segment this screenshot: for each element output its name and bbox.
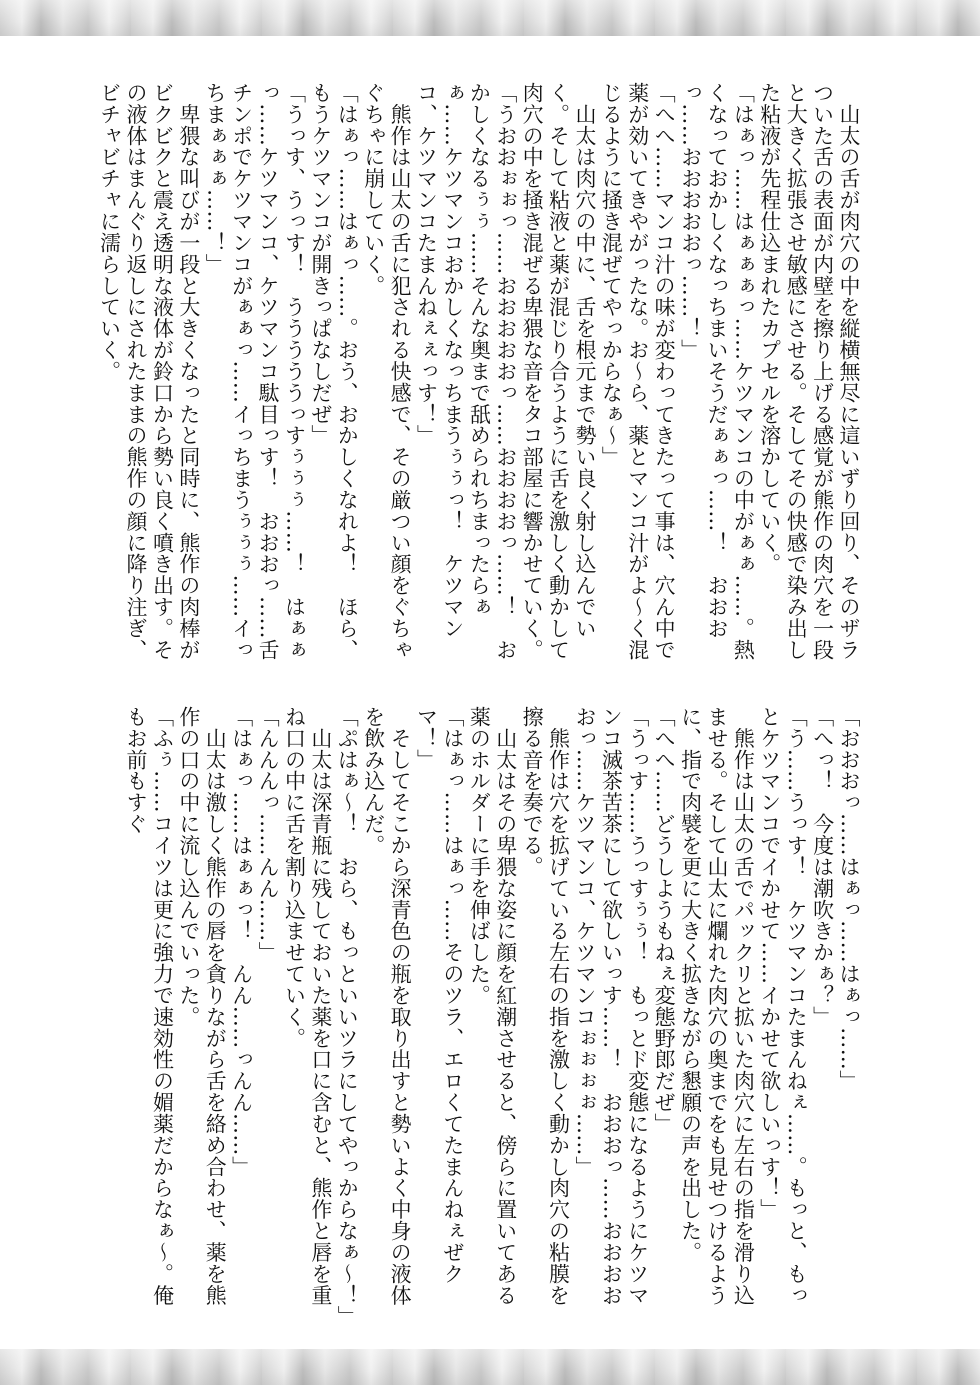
paragraph: 「へへ……マンコ汁の味が変わってきたって事は、穴ん中で薬が効いてきやがったな。お～ら、薬とマンコ汁がよ～く混じるように掻き混ぜてやっからなぁ～」: [599, 82, 677, 661]
paragraph: 「はぁっ……はぁぁぁっ……ケツマンコの中がぁぁ……。熱くなっておかしくなっちまいそうだぁぁっ……！ おおおっ……おおおおおっ……！」: [678, 82, 756, 661]
upper-text-column: [97, 82, 862, 672]
top-decorative-band: [0, 0, 980, 36]
paragraph: 「はぁっ……はぁぁっ！ んん……っんん……」: [229, 706, 254, 1178]
paragraph: 「へへ……どうしようもねぇ変態野郎だぜ」: [652, 706, 677, 1135]
paragraph: そしてそこから深青色の瓶を取り出すと勢いよく中身の液体を飲み込んだ。: [361, 706, 413, 1306]
paragraph: 「うっす、うっす！ うううううっすぅぅぅ……！ はぁぁっ……ケツマンコ、ケツマンコ駄目っす！ おおおっ……舌チンポでケツマンコがぁぁっ……イっちまうぅぅぅ……イっちまぁぁぁ……！」: [203, 82, 307, 661]
paragraph: 「ふぅ……コイツは更に強力で速効性の媚薬だからなぁ～。俺もお前もすぐ: [124, 706, 175, 1306]
paragraph: 熊作は穴を拡げている左右の指を激しく動かし肉穴の粘膜を擦る音を奏でる。: [520, 706, 571, 1306]
paragraph: 「へっ！ 今度は潮吹きかぁ？」: [810, 706, 835, 1028]
bottom-decorative-band: [0, 1349, 980, 1385]
paragraph: 「んんんっ……んん……」: [256, 706, 281, 964]
paragraph: 卑猥な叫びが一段と大きくなったと同時に、熊作の肉棒がビクビクと震え透明な液体が鈴口から勢い良く噴き出す。その液体はまんぐり返しにされたままの熊作の顔に降り注ぎ、ビチャビチャに濡らしていく。: [97, 82, 201, 661]
paragraph: 「おおおっ……はぁっ……はぁっ……」: [837, 706, 861, 1092]
paragraph: 「うっす……うっすぅぅ！ もっとド変態になるようにケツマンコ滅茶苦茶にして欲しいっす……！ おおおっ……おおおおおっ……ケツマンコ、ケツマンコぉぉぉぉ……」: [572, 706, 650, 1306]
paragraph: 山太は深青瓶に残しておいた薬を口に含むと、熊作と唇を重ね口の中に舌を割り込ませていく。: [282, 706, 333, 1306]
paragraph: 熊作は山太の舌でパックリと拡いた肉穴に左右の指を滑り込ませる。そして山太に爛れた肉穴の奥までをも見せつけるように、指で肉襞を更に大きく拡きながら懇願の声を出した。: [678, 706, 756, 1306]
paragraph: 山太は激しく熊作の唇を貪りながら舌を絡め合わせ、薬を熊作の口の中に流し込んでいった。: [176, 706, 228, 1306]
paragraph: 「はぁっ……はぁっ……。おう、おかしくなれよ！ ほら、もうケツマンコが開きっぱなしだぜ」: [308, 82, 360, 661]
paragraph: 「うおおぉぉっ……おおおおおっ……おおおおっ……！ おかしくなるぅぅ……そんな奥まで舐められちまったらぁぁ……ケツマンコおかしくなっちまうぅぅっ！ ケツマンコ、ケツマンコたまんねぇぇっす！」: [414, 82, 518, 661]
paragraph: 山太は肉穴の中に、舌を根元まで勢い良く射し込んでいく。そして粘液と薬が混じり合うように舌を激しく動かして肉穴の中を掻き混ぜる卑猥な音をタコ部屋に響かせていく。: [520, 82, 597, 661]
paragraph: 熊作は山太の舌に犯される快感で、その厳つい顔をぐちゃぐちゃに崩していく。: [361, 82, 413, 661]
paragraph: 山太の舌が肉穴の中を縦横無尽に這いずり回り、そのザラついた舌の表面が内壁を擦り上げる感覚が熊作の肉穴を一段と大きく拡張させ敏感にさせる。そしてその快感で染み出した粘液が先程仕込まれたカプセルを溶かしていく。: [757, 82, 861, 661]
paragraph: 「はぁっ……はぁっ……そのツラ、エロくてたまんねぇぜクマ！」: [414, 706, 465, 1285]
lower-text-column: [102, 706, 862, 1326]
paragraph: 「う……うっす！ ケツマンコたまんねぇ……。もっと、もっとケツマンコでイかせて……イかせて欲しいっす！」: [757, 706, 809, 1306]
paragraph: 山太はその卑猥な姿に顔を紅潮させると、傍らに置いてある薬のホルダーに手を伸ばした。: [467, 706, 518, 1306]
paragraph: 「ぷはぁ～！ おら、もっといいツラにしてやっからなぁ～！」: [335, 706, 360, 1328]
